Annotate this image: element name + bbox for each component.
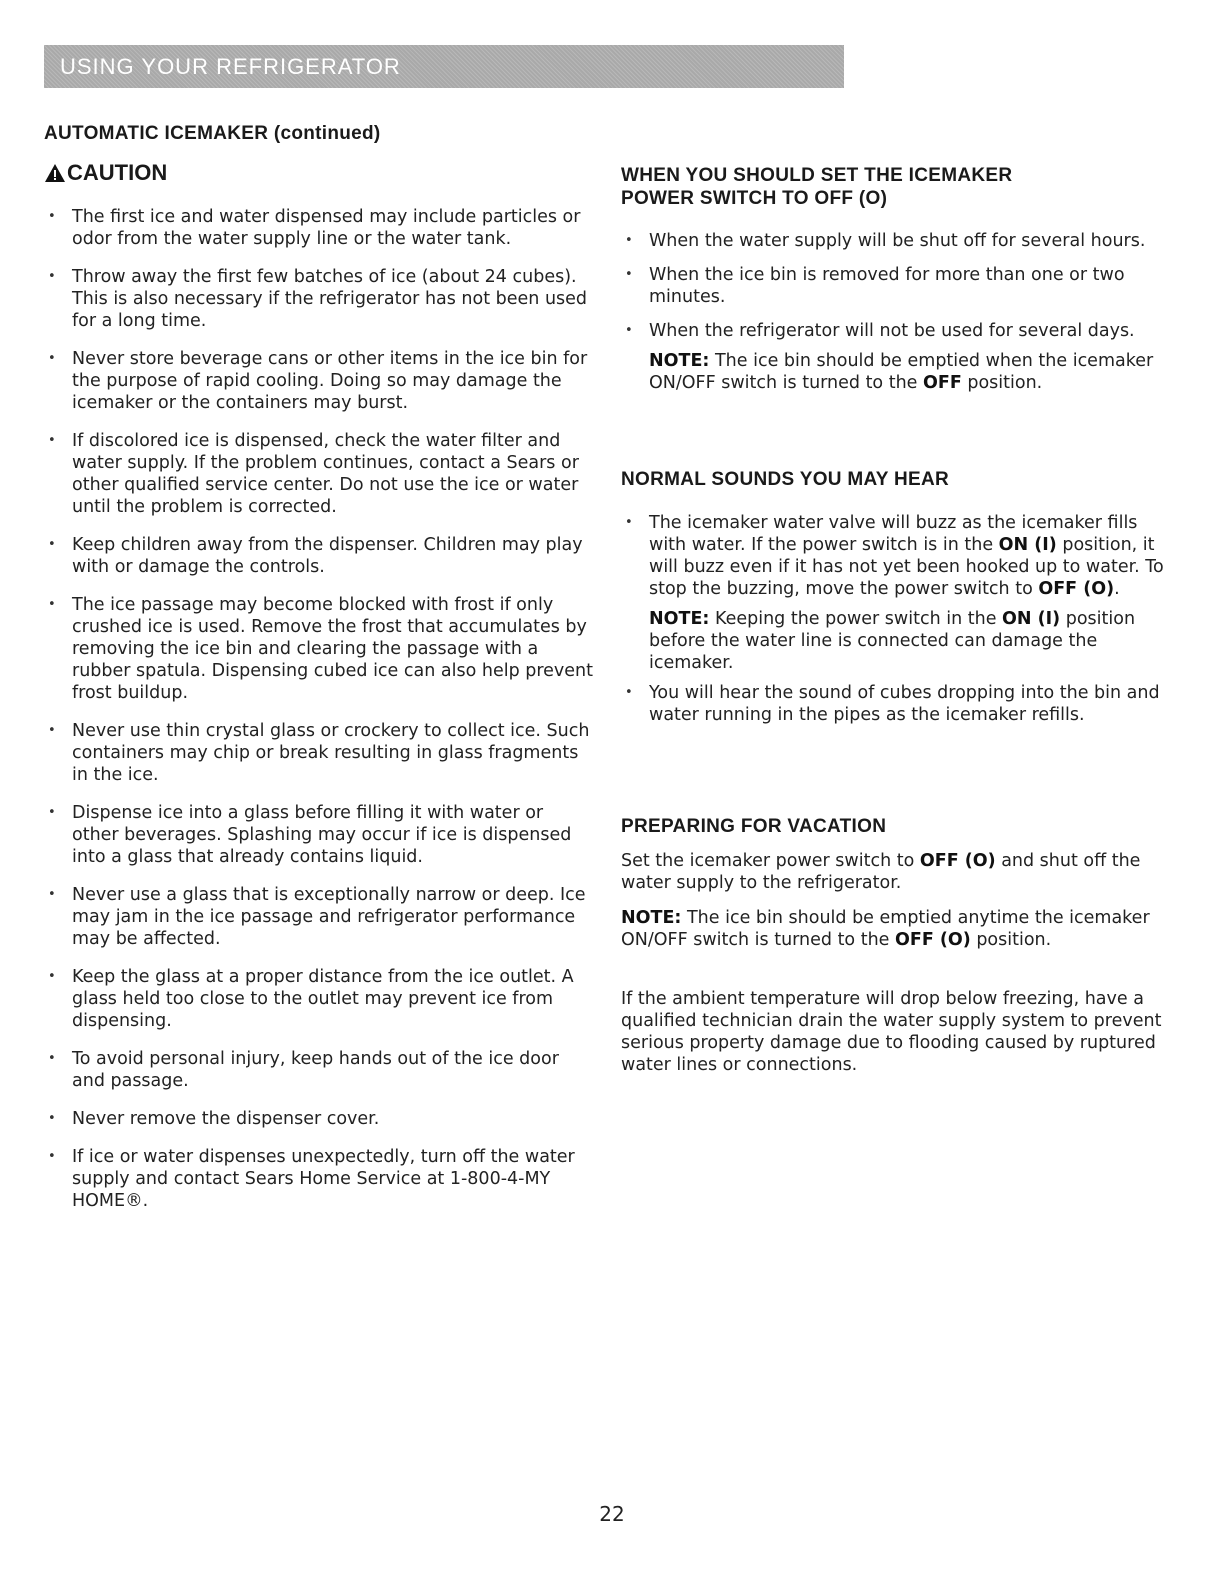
list-item: [621, 320, 1176, 394]
list-item: • Dispense ice into a glass before filling it with water or other beverages. Splashing may occur if ice is dispensed into a glass that already contains liquid.: [44, 802, 594, 868]
text-run: position, it will buzz even if it has not yet been hooked up to water. To stop the buzzing, move the power switch to: [649, 535, 1164, 599]
bold-run: OFF (O): [919, 851, 996, 871]
text-run: Set the icemaker power switch to: [621, 851, 920, 871]
list-item: • To avoid personal injury, keep hands out of the ice door and passage.: [44, 1048, 594, 1092]
freezing-paragraph: If the ambient temperature will drop below freezing, have a qualified technician drain the water supply system to prevent serious property damage due to flooding caused by ruptured water lines or connections.: [621, 989, 1162, 1075]
list-item: • You will hear the sound of cubes dropping into the bin and water running in the pipes as the icemaker refills.: [621, 682, 1176, 726]
list-item: • If ice or water dispenses unexpectedly, turn off the water supply and contact Sears Home Service at 1-800-4-MY HOME®.: [44, 1146, 594, 1212]
note-label: NOTE:: [649, 351, 710, 371]
power-switch-list: [621, 230, 1176, 394]
caution-heading: [44, 160, 167, 186]
list-item: • Never remove the dispenser cover.: [44, 1108, 594, 1130]
vacation-note: [621, 907, 1151, 951]
bold-run: ON (I): [1002, 609, 1061, 629]
section-banner: [44, 45, 844, 88]
text-run: Keeping the power switch in the: [709, 609, 1003, 629]
list-item: • The first ice and water dispensed may include particles or odor from the water supply line or the water tank.: [44, 206, 594, 250]
list-item: • When the ice bin is removed for more than one or two minutes.: [621, 264, 1176, 308]
text-run: .: [1114, 579, 1120, 599]
note-label: NOTE:: [621, 908, 682, 928]
caution-label: CAUTION: [67, 160, 168, 185]
list-item: [621, 512, 1176, 674]
list-item: • Throw away the first few batches of ice (about 24 cubes). This is also necessary if the refrigerator has not been used for a long time.: [44, 266, 594, 332]
section-title: AUTOMATIC ICEMAKER (continued): [44, 123, 381, 144]
list-item: • The ice passage may become blocked with frost if only crushed ice is used. Remove the frost that accumulates by removing the ice bin and clearing the passage with a rubber spatula. Dispensing cubed ice can also help prevent frost buildup.: [44, 594, 594, 704]
list-item: • When the water supply will be shut off for several hours.: [621, 230, 1176, 252]
note-label: NOTE:: [649, 609, 710, 629]
list-item-text: When the refrigerator will not be used for several days.: [649, 321, 1135, 341]
list-item: • Never use thin crystal glass or crockery to collect ice. Such containers may chip or break resulting in glass fragments in the ice.: [44, 720, 594, 786]
vacation-title: PREPARING FOR VACATION: [621, 816, 887, 837]
text-run: position before the water line is connected can damage the icemaker.: [649, 609, 1136, 673]
text-run: position.: [970, 930, 1052, 950]
vacation-paragraph: [621, 850, 1151, 894]
list-item: • Keep children away from the dispenser. Children may play with or damage the controls.: [44, 534, 594, 578]
list-item: • Keep the glass at a proper distance from the ice outlet. A glass held too close to the outlet may prevent ice from dispensing.: [44, 966, 594, 1032]
list-item: • Never use a glass that is exceptionally narrow or deep. Ice may jam in the ice passage and refrigerator performance may be affected.: [44, 884, 594, 950]
warning-icon: [44, 163, 66, 183]
caution-list: [44, 206, 594, 1212]
page-number: 22: [599, 1502, 625, 1526]
power-switch-title-line1: WHEN YOU SHOULD SET THE ICEMAKER: [621, 165, 1013, 186]
bold-run: OFF (O): [894, 930, 971, 950]
sounds-list: [621, 512, 1176, 726]
power-switch-title: [621, 164, 1012, 210]
power-switch-title-line2: POWER SWITCH TO OFF (O): [621, 188, 888, 209]
note-end: position.: [961, 373, 1043, 393]
bold-run: ON (I): [998, 535, 1057, 555]
text-run: The icemaker water valve will buzz as the icemaker fills with water. If the power switch is in the: [649, 513, 1138, 555]
power-switch-note: [649, 350, 1176, 394]
text-run: The ice bin should be emptied anytime the icemaker ON/OFF switch is turned to the: [621, 908, 1150, 950]
bold-run: OFF (O): [1038, 579, 1115, 599]
list-item: • Never store beverage cans or other items in the ice bin for the purpose of rapid cooling. Doing so may damage the icemaker or the containers may burst.: [44, 348, 594, 414]
text-run: and shut off the water supply to the refrigerator.: [621, 851, 1141, 893]
banner-title: USING YOUR REFRIGERATOR: [60, 54, 401, 79]
note-bold: OFF: [922, 373, 962, 393]
list-item: • If discolored ice is dispensed, check the water filter and water supply. If the problem continues, contact a Sears or other qualified service center. Do not use the ice or water until the problem is corrected.: [44, 430, 594, 518]
sounds-note: [649, 608, 1176, 674]
note-text: The ice bin should be emptied when the icemaker ON/OFF switch is turned to the: [649, 351, 1154, 393]
sounds-title: NORMAL SOUNDS YOU MAY HEAR: [621, 469, 950, 490]
